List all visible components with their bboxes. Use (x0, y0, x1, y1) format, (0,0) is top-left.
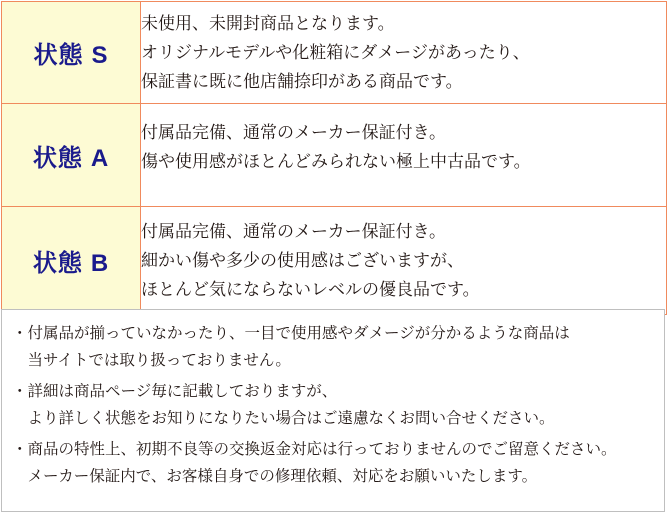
description-line: 保証書に既に他店舗捺印がある商品です。 (141, 72, 463, 91)
grade-label-b (2, 207, 141, 315)
note-line: メーカー保証内で、お客様自身での修理依頼、対応をお願いいたします。 (12, 468, 538, 485)
note-line: ・付属品が揃っていなかったり、一目で使用感やダメージが分かるような商品は (12, 325, 570, 342)
grade-label-s (2, 2, 141, 104)
grade-guide-page (0, 1, 668, 515)
notes-box (1, 309, 665, 512)
description-line: 傷や使用感がほとんどみられない極上中古品です。 (141, 152, 531, 171)
note-item (12, 320, 654, 374)
description-line: 細かい傷や多少の使用感はございますが、 (141, 251, 464, 270)
grade-label-prefix: 状態 (32, 144, 83, 172)
description-line: ほとんど気にならないレベルの優良品です。 (141, 280, 480, 299)
grade-label-letter: S (91, 42, 109, 69)
note-item (12, 378, 654, 432)
grade-description-b (141, 207, 667, 315)
description-line: 付属品完備、通常のメーカー保証付き。 (141, 123, 446, 142)
note-line: ・詳細は商品ページ毎に記載しておりますが、 (12, 383, 338, 400)
grade-table (1, 1, 667, 315)
grade-label-prefix: 状態 (32, 250, 83, 277)
table-row (2, 207, 667, 315)
note-line: より詳しく状態をお知りになりたい場合はご遠慮なくお問い合せください。 (12, 410, 555, 427)
grade-description-s (141, 2, 667, 104)
note-line: ・商品の特性上、初期不良等の交換返金対応は行っておりませんのでご留意ください。 (12, 441, 617, 458)
description-line: 付属品完備、通常のメーカー保証付き。 (141, 222, 446, 241)
table-row (2, 104, 667, 207)
note-item (12, 436, 654, 490)
note-line: 当サイトでは取り扱っておりません。 (12, 352, 291, 369)
description-line: 未使用、未開封商品となります。 (141, 14, 395, 33)
grade-label-letter: A (90, 144, 110, 172)
grade-label-letter: B (90, 250, 110, 277)
grade-description-a (141, 104, 667, 207)
grade-label-a (2, 104, 141, 207)
table-row (2, 2, 667, 104)
description-line: オリジナルモデルや化粧箱にダメージがあったり、 (141, 43, 530, 62)
grade-label-prefix: 状態 (33, 42, 84, 69)
